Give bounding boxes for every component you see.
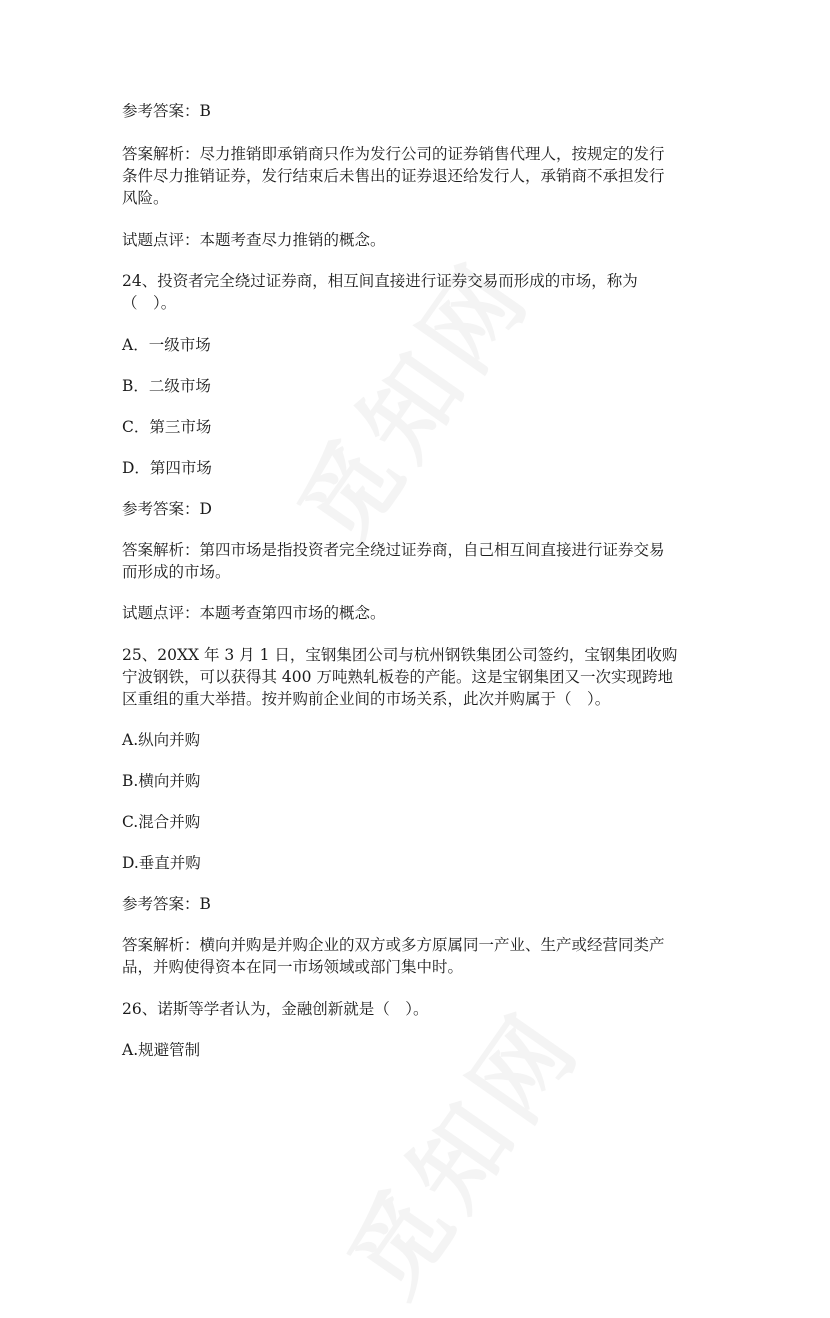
explanation-24-line-1: 答案解析：第四市场是指投资者完全绕过证券商，自己相互间直接进行证券交易 [122,541,665,559]
question-25-line-1: 25、20XX 年 3 月 1 日，宝钢集团公司与杭州钢铁集团公司签约，宝钢集团收购 [122,646,678,664]
explanation-25-line-2: 品，并购使得资本在同一市场领域或部门集中时。 [122,958,464,976]
option-26-a: A.规避管制 [122,1041,201,1059]
comment-23: 试题点评：本题考查尽力推销的概念。 [122,231,386,249]
explanation-23-line-2: 条件尽力推销证券，发行结束后未售出的证券退还给发行人，承销商不承担发行 [122,167,665,185]
question-24-line-2: （ ）。 [122,294,177,312]
option-25-c: C.混合并购 [122,813,201,831]
watermark-text-bottom [312,979,607,1318]
option-25-b: B.横向并购 [122,772,201,790]
question-26: 26、诺斯等学者认为，金融创新就是（ ）。 [122,1000,429,1018]
question-25-line-2: 宁波钢铁，可以获得其 400 万吨熟轧板卷的产能。这是宝钢集团又一次实现跨地 [122,668,673,686]
option-24-c: C．第三市场 [122,418,212,436]
explanation-25-line-1: 答案解析：横向并购是并购企业的双方或多方原属同一产业、生产或经营同类产 [122,936,665,954]
explanation-23-line-1: 答案解析：尽力推销即承销商只作为发行公司的证券销售代理人，按规定的发行 [122,145,665,163]
question-24-line-1: 24、投资者完全绕过证券商，相互间直接进行证券交易而形成的市场，称为 [122,272,638,290]
question-25-line-3: 区重组的重大举措。按并购前企业间的市场关系，此次并购属于（ ）。 [122,690,611,708]
explanation-23-line-3: 风险。 [122,189,169,207]
option-25-a: A.纵向并购 [122,731,201,749]
explanation-24-line-2: 而形成的市场。 [122,563,231,581]
comment-24: 试题点评：本题考查第四市场的概念。 [122,604,386,622]
answer-25: 参考答案：B [122,895,211,913]
answer-24: 参考答案：D [122,500,212,518]
option-24-d: D．第四市场 [122,459,212,477]
option-25-d: D.垂直并购 [122,854,201,872]
option-24-b: B．二级市场 [122,377,211,395]
answer-23: 参考答案：B [122,102,211,120]
option-24-a: A．一级市场 [122,336,211,354]
